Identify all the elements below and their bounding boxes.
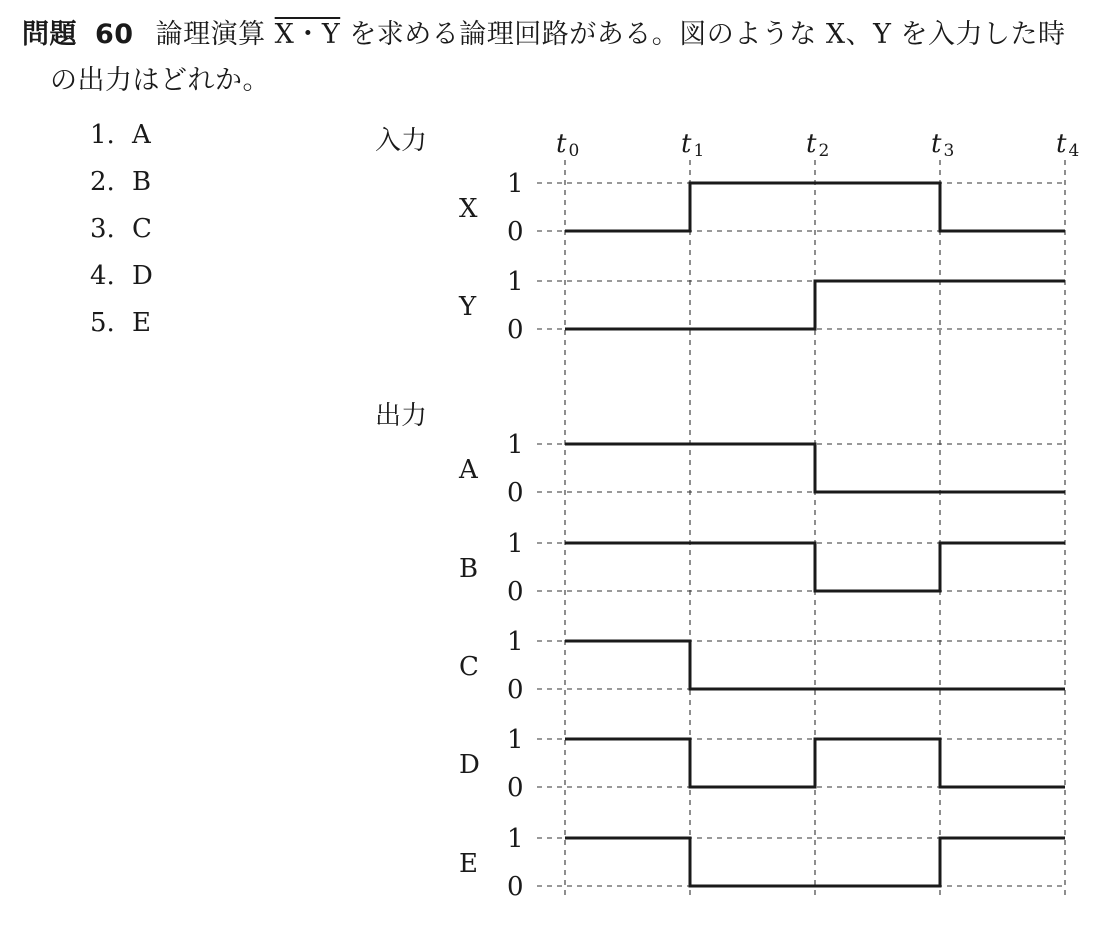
logic-expression: X・Y bbox=[274, 19, 341, 50]
choice-number: 2. bbox=[90, 167, 115, 197]
signal-row bbox=[459, 824, 1067, 902]
question-text-before: 論理演算 bbox=[155, 19, 266, 50]
choice-label: A bbox=[132, 120, 151, 150]
time-label bbox=[806, 129, 829, 161]
question-number: 60 bbox=[95, 19, 134, 50]
time-label bbox=[1056, 129, 1079, 161]
signal-row bbox=[459, 529, 1067, 607]
level-low-label: 0 bbox=[507, 217, 524, 247]
choice-label: B bbox=[132, 167, 152, 197]
signal-name: B bbox=[459, 554, 479, 584]
question-line-2: の出力はどれか。 bbox=[50, 65, 270, 96]
time-label-base: t bbox=[1056, 129, 1067, 159]
time-label-sub: 1 bbox=[693, 141, 705, 161]
signal-name: D bbox=[459, 750, 480, 780]
level-low-label: 0 bbox=[507, 675, 524, 705]
question-label: 問題 bbox=[22, 19, 77, 50]
time-label bbox=[556, 129, 579, 161]
signal-row bbox=[459, 627, 1067, 705]
level-high-label: 1 bbox=[507, 267, 524, 297]
signal-row bbox=[459, 169, 1067, 247]
level-low-label: 0 bbox=[507, 773, 524, 803]
time-label bbox=[681, 129, 704, 161]
signal-name: X bbox=[459, 194, 478, 224]
signal-row bbox=[458, 430, 1067, 508]
level-low-label: 0 bbox=[507, 478, 524, 508]
time-label-base: t bbox=[681, 129, 692, 159]
level-high-label: 1 bbox=[507, 824, 524, 854]
signal-waveform bbox=[565, 281, 1065, 329]
signal-name: E bbox=[459, 849, 478, 879]
level-high-label: 1 bbox=[507, 529, 524, 559]
time-label-sub: 4 bbox=[1068, 141, 1080, 161]
time-label-sub: 2 bbox=[818, 141, 830, 161]
choice-number: 1. bbox=[90, 120, 115, 150]
output-heading: 出力 bbox=[375, 401, 428, 431]
time-labels bbox=[556, 129, 1079, 161]
level-low-label: 0 bbox=[507, 872, 524, 902]
signal-name: A bbox=[459, 455, 478, 485]
time-label-sub: 3 bbox=[943, 141, 955, 161]
level-high-label: 1 bbox=[507, 725, 524, 755]
signal-name: C bbox=[459, 652, 479, 682]
level-high-label: 1 bbox=[507, 430, 524, 460]
question-text-after: を求める論理回路がある。図のような X、Y を入力した時 bbox=[349, 19, 1066, 50]
level-high-label: 1 bbox=[507, 627, 524, 657]
signal-row bbox=[459, 725, 1067, 803]
level-low-label: 0 bbox=[507, 577, 524, 607]
signal-waveform bbox=[565, 543, 1065, 591]
time-label-base: t bbox=[931, 129, 942, 159]
time-label bbox=[931, 129, 954, 161]
signal-row bbox=[458, 267, 1067, 345]
choice-number: 5. bbox=[90, 308, 115, 338]
signal-waveform bbox=[565, 444, 1065, 492]
choice-number: 3. bbox=[90, 214, 115, 244]
input-heading: 入力 bbox=[375, 126, 428, 156]
time-label-sub: 0 bbox=[568, 141, 580, 161]
choice-label: E bbox=[132, 308, 151, 338]
choice-label: C bbox=[132, 214, 152, 244]
signal-name: Y bbox=[459, 292, 477, 322]
choice-number: 4. bbox=[90, 261, 115, 291]
level-high-label: 1 bbox=[507, 169, 524, 199]
choice-label: D bbox=[132, 261, 153, 291]
time-label-base: t bbox=[806, 129, 817, 159]
level-low-label: 0 bbox=[507, 315, 524, 345]
signals bbox=[458, 169, 1067, 902]
signal-waveform bbox=[565, 739, 1065, 787]
time-label-base: t bbox=[556, 129, 567, 159]
